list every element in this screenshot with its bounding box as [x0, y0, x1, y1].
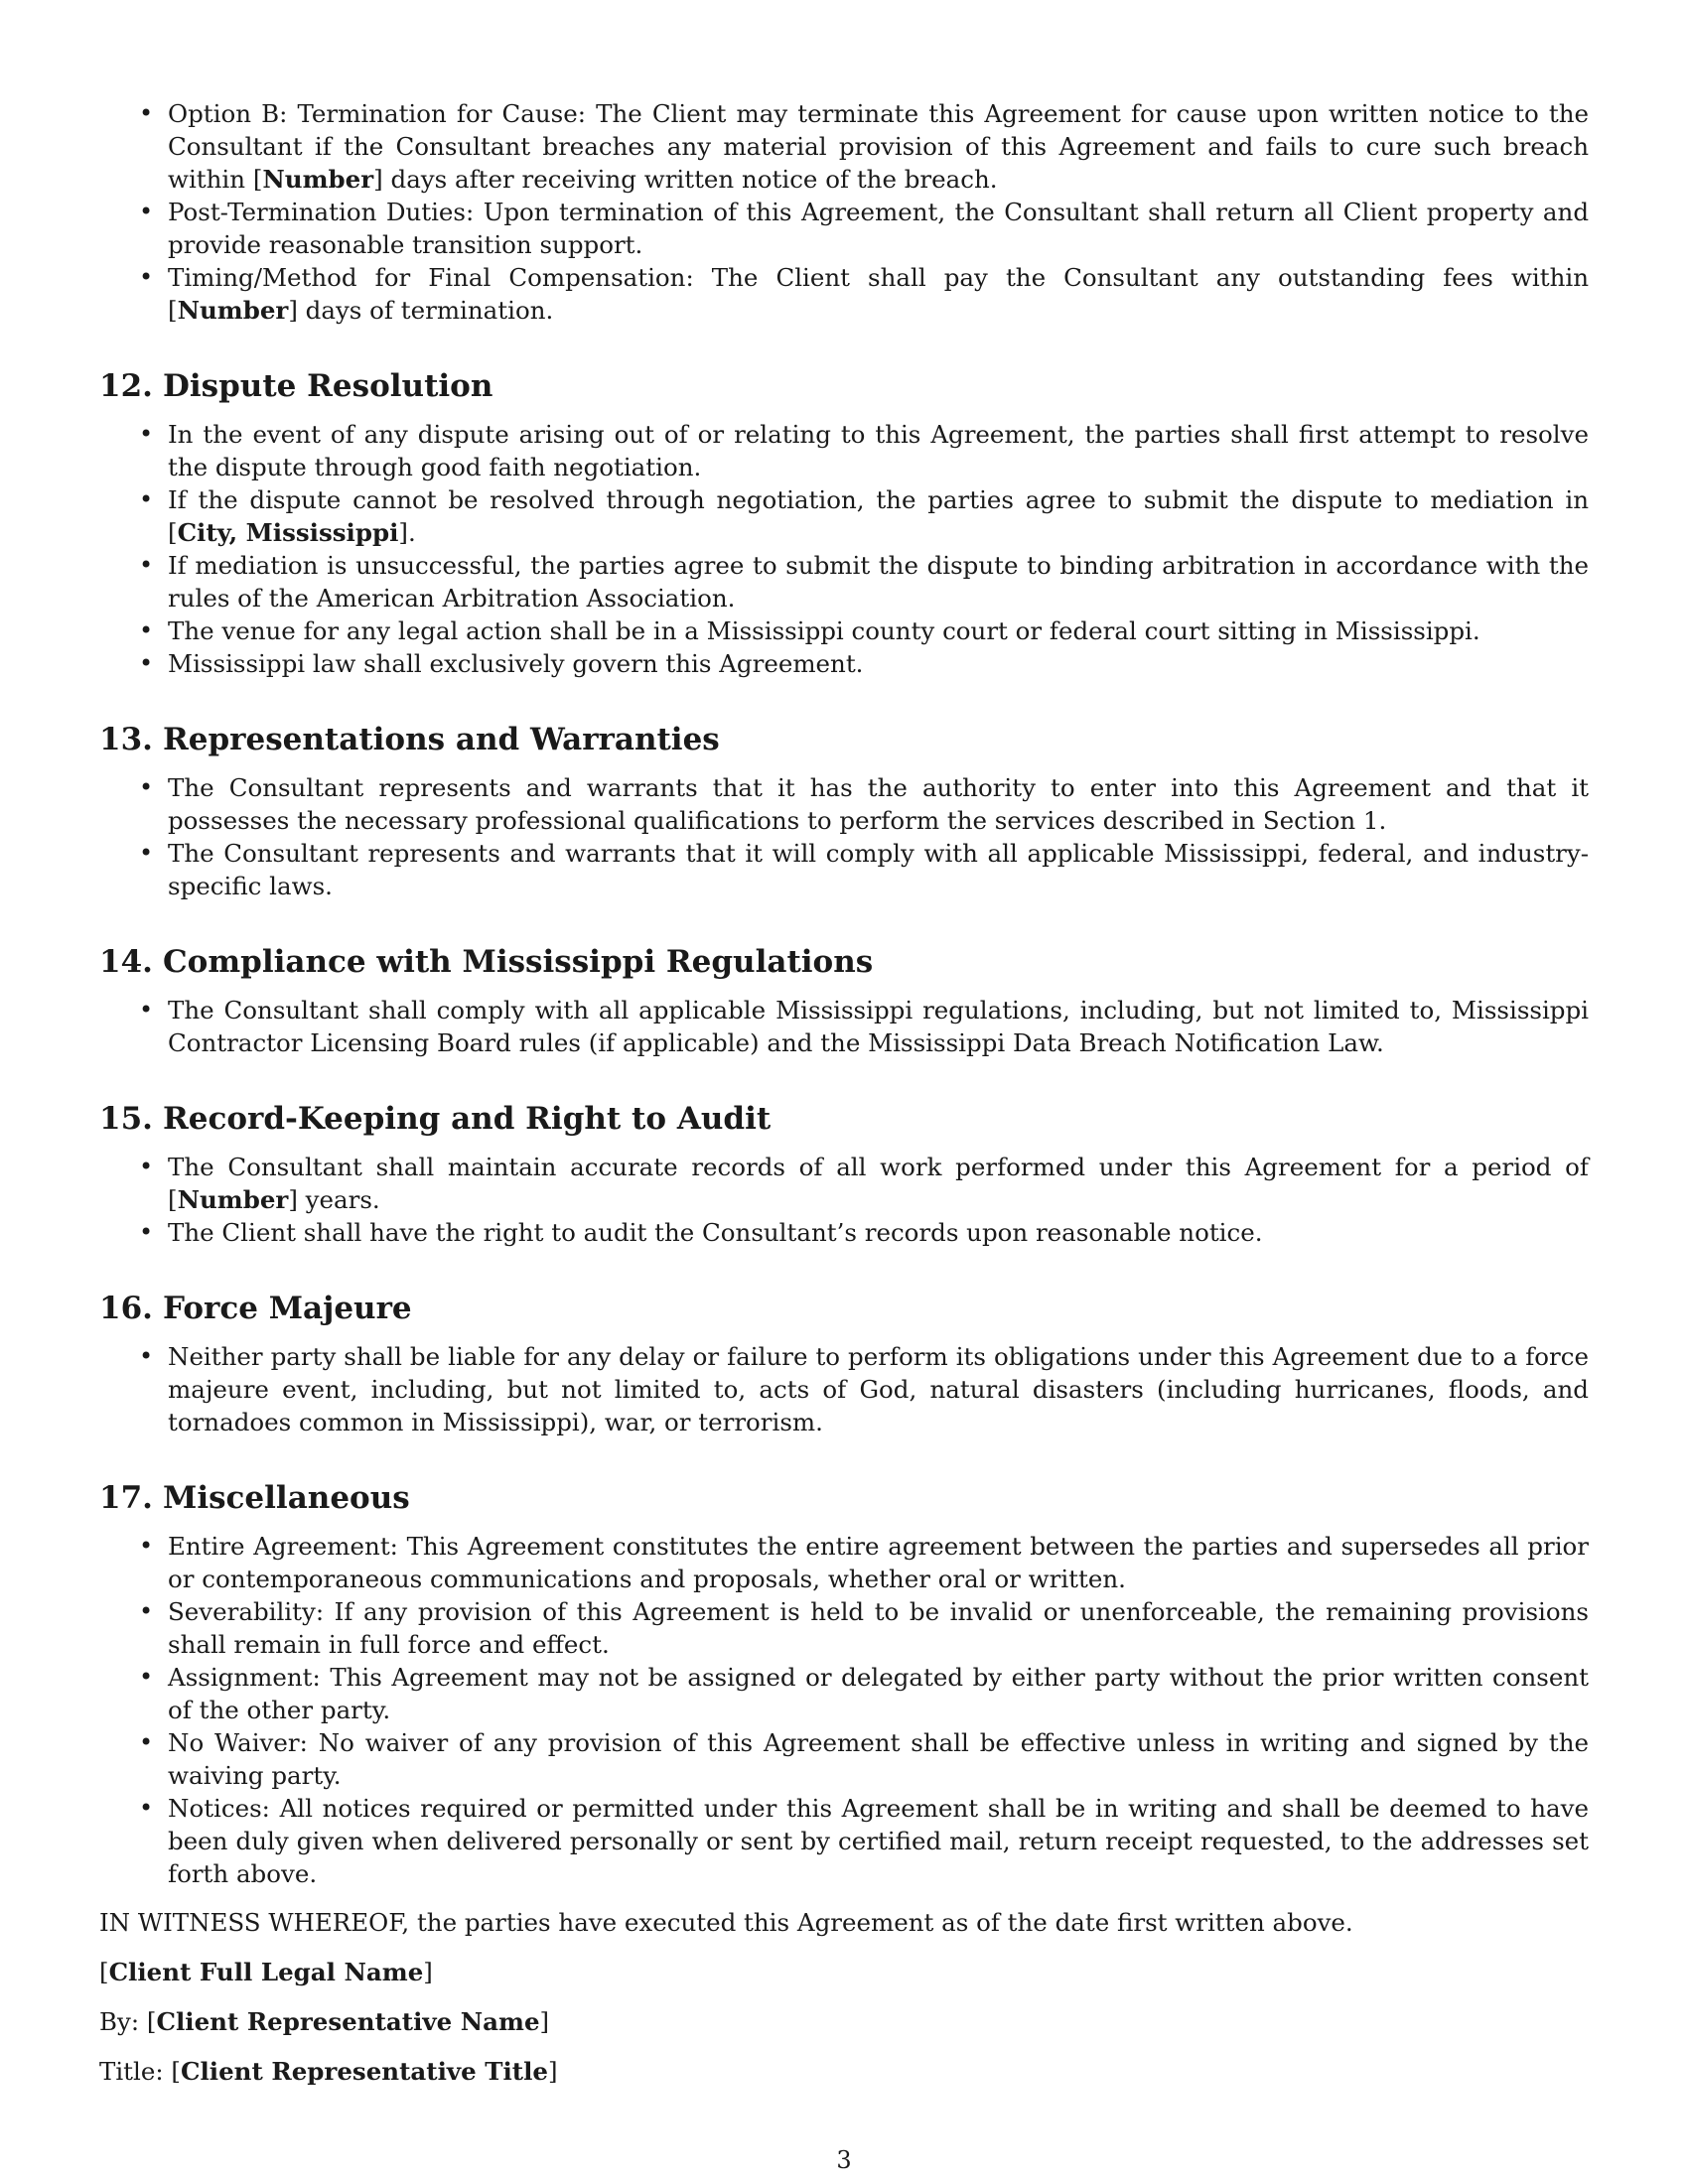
client-representative-line: By: [Client Representative Name] — [99, 2007, 550, 2036]
list-item: • If the dispute cannot be resolved through negotiation, the parties agree to submit the dispute to mediation in [City, Mississippi]. — [99, 483, 1589, 549]
intro-list — [99, 97, 1589, 327]
list-item: • Assignment: This Agreement may not be assigned or delegated by either party without the prior written consent of the other party. — [99, 1661, 1589, 1726]
list-item: • Option B: Termination for Cause: The Client may terminate this Agreement for cause upon written notice to the Consultant if the Consultant breaches any material provision of this Agreement and fails to cure such breach within [Number] days after receiving written notice of the breach. — [99, 97, 1589, 196]
section-heading-12: 12. Dispute Resolution — [99, 368, 493, 404]
section-list-12 — [99, 418, 1589, 680]
list-item: • In the event of any dispute arising out of or relating to this Agreement, the parties shall first attempt to resolve the dispute through good faith negotiation. — [99, 418, 1589, 483]
list-item: • The Consultant shall comply with all applicable Mississippi regulations, including, but not limited to, Mississippi Contractor Licensing Board rules (if applicable) and the Mississippi Data Breach Notification Law. — [99, 994, 1589, 1059]
section-heading-16: 16. Force Majeure — [99, 1291, 412, 1326]
section-list-14 — [99, 994, 1589, 1059]
section-heading-17: 17. Miscellaneous — [99, 1480, 410, 1516]
list-item: • Timing/Method for Final Compensation: The Client shall pay the Consultant any outstanding fees within [Number] days of termination. — [99, 261, 1589, 327]
client-legal-name: [Client Full Legal Name] — [99, 1958, 433, 1986]
list-item: • The Consultant shall maintain accurate records of all work performed under this Agreement for a period of [Number] years. — [99, 1151, 1589, 1216]
list-item: • Severability: If any provision of this Agreement is held to be invalid or unenforceable, the remaining provisions shall remain in full force and effect. — [99, 1595, 1589, 1661]
list-item: • Entire Agreement: This Agreement constitutes the entire agreement between the parties and supersedes all prior or contemporaneous communications and proposals, whether oral or written. — [99, 1530, 1589, 1595]
section-heading-13: 13. Representations and Warranties — [99, 722, 720, 757]
list-item: • Neither party shall be liable for any delay or failure to perform its obligations under this Agreement due to a force majeure event, including, but not limited to, acts of God, natural disasters (including hurricanes, floods, and tornadoes common in Mississippi), war, or terrorism. — [99, 1340, 1589, 1438]
list-item: • The venue for any legal action shall be in a Mississippi county court or federal court sitting in Mississippi. — [99, 614, 1589, 647]
list-item: • If mediation is unsuccessful, the parties agree to submit the dispute to binding arbitration in accordance with the rules of the American Arbitration Association. — [99, 549, 1589, 614]
list-item: • The Consultant represents and warrants that it has the authority to enter into this Agreement and that it possesses the necessary professional qualifications to perform the services described in Section 1. — [99, 771, 1589, 837]
witness-statement: IN WITNESS WHEREOF, the parties have executed this Agreement as of the date first written above. — [99, 1908, 1353, 1937]
section-list-15 — [99, 1151, 1589, 1249]
list-item: • Post-Termination Duties: Upon termination of this Agreement, the Consultant shall return all Client property and provide reasonable transition support. — [99, 196, 1589, 261]
list-item: • Mississippi law shall exclusively govern this Agreement. — [99, 647, 1589, 680]
document-page — [99, 97, 1589, 2088]
client-title-line: Title: [Client Representative Title] — [99, 2057, 558, 2086]
section-list-16 — [99, 1340, 1589, 1438]
list-item: • Notices: All notices required or permitted under this Agreement shall be in writing and shall be deemed to have been duly given when delivered personally or sent by certified mail, return receipt requested, to the addresses set forth above. — [99, 1792, 1589, 1890]
section-list-17 — [99, 1530, 1589, 1890]
list-item: • No Waiver: No waiver of any provision of this Agreement shall be effective unless in writing and signed by the waiving party. — [99, 1726, 1589, 1792]
section-list-13 — [99, 771, 1589, 902]
list-item: • The Consultant represents and warrants that it will comply with all applicable Mississippi, federal, and industry-specific laws. — [99, 837, 1589, 902]
list-item: • The Client shall have the right to audit the Consultant’s records upon reasonable notice. — [99, 1216, 1589, 1249]
page-number: 3 — [836, 2146, 852, 2174]
section-heading-15: 15. Record-Keeping and Right to Audit — [99, 1101, 772, 1137]
section-heading-14: 14. Compliance with Mississippi Regulations — [99, 944, 874, 980]
